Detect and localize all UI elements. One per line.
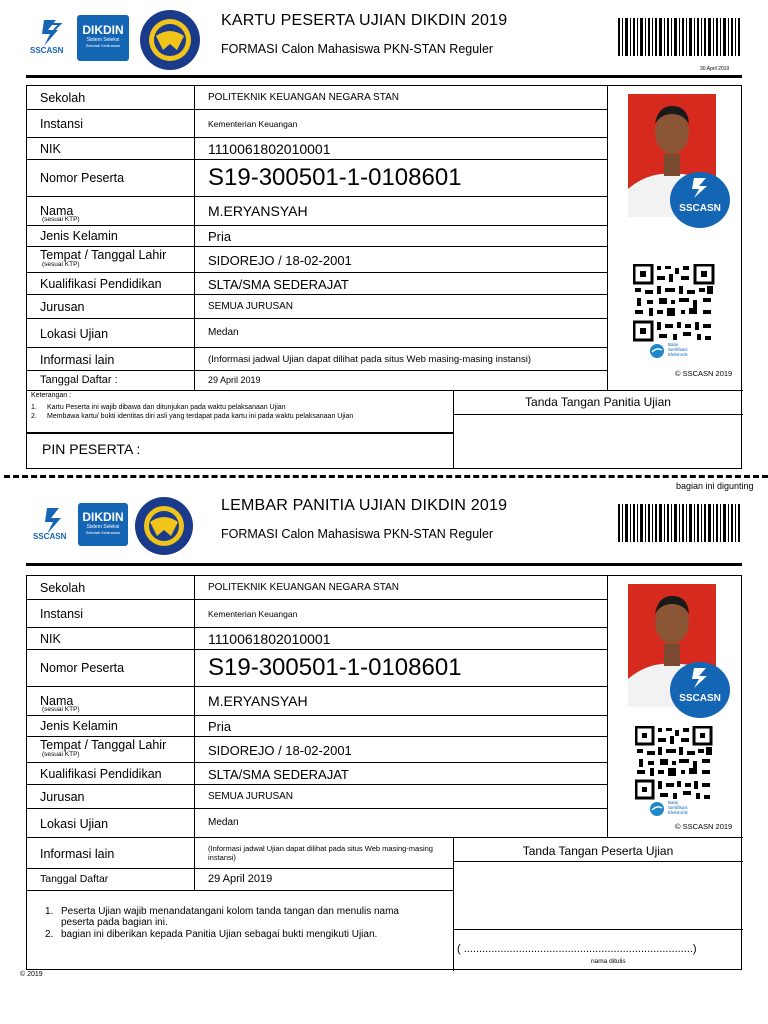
cut-note: bagian ini digunting bbox=[676, 481, 754, 491]
card2-row-sekolah bbox=[27, 576, 608, 600]
keterangan-item-1: Kartu Peserta ini wajib dibawa dan ditunjukan pada waktu pelaksanaan Ujian bbox=[47, 404, 286, 411]
card2-bse-logo bbox=[649, 800, 709, 820]
card2-row-instansi bbox=[27, 600, 608, 628]
jk-label: Jenis Kelamin bbox=[40, 719, 118, 733]
info-value: (Informasi jadwal Ujian dapat dilihat pada situs Web masing-masing instansi) bbox=[208, 354, 531, 365]
card2-sign-line bbox=[453, 929, 743, 930]
nomor-value: S19-300501-1-0108601 bbox=[208, 654, 462, 681]
bse-icon bbox=[649, 343, 665, 359]
kemenkeu-emblem-icon bbox=[137, 8, 203, 72]
tgl-value: 29 April 2019 bbox=[208, 375, 261, 385]
card2-copyright: © SSCASN 2019 bbox=[675, 822, 733, 831]
card2-name-caption: nama ditulis bbox=[591, 958, 626, 965]
card1-row-pendidikan bbox=[27, 273, 608, 295]
card2-name-line: ( ...........................................................................) bbox=[457, 943, 697, 955]
sscasn-badge-icon bbox=[670, 172, 730, 202]
sscasn-badge-text: SSCASN bbox=[679, 203, 721, 214]
keterangan-title: Keterangan : bbox=[31, 392, 72, 399]
card2-footer: © 2019 bbox=[20, 971, 43, 978]
card2-row-ttl bbox=[27, 737, 608, 763]
keterangan-num-1: 1. bbox=[31, 404, 37, 411]
dikdin-logo-text: DIKDIN bbox=[82, 510, 124, 524]
barcode-icon bbox=[618, 504, 740, 542]
card1-row-lokasi bbox=[27, 319, 608, 348]
card2-row-lokasi bbox=[27, 809, 743, 838]
sekolah-label: Sekolah bbox=[40, 91, 86, 105]
instansi-label: Instansi bbox=[40, 117, 84, 131]
card1-ttd-label: Tanda Tangan Panitia Ujian bbox=[525, 395, 671, 409]
kemenkeu-emblem-icon bbox=[132, 496, 196, 556]
card1-title: KARTU PESERTA UJIAN DIKDIN 2019 bbox=[221, 12, 508, 29]
card1-qr-code bbox=[633, 264, 715, 342]
sscasn-badge-text: SSCASN bbox=[679, 693, 721, 704]
card2-ttd-label: Tanda Tangan Peserta Ujian bbox=[522, 844, 674, 858]
jk-value: Pria bbox=[208, 719, 232, 734]
jk-label: Jenis Kelamin bbox=[40, 229, 118, 243]
qr-code-icon bbox=[635, 726, 713, 800]
lokasi-label: Lokasi Ujian bbox=[40, 817, 109, 831]
nik-value: 1110061802010001 bbox=[208, 631, 331, 647]
card1-row-jurusan bbox=[27, 295, 608, 319]
card1-row-tgl bbox=[27, 371, 743, 391]
card1-row-jk bbox=[27, 226, 608, 247]
ttl-label: Tempat / Tanggal Lahir bbox=[40, 248, 167, 262]
dikdin-logo-sub: Sistem Seleksi bbox=[86, 524, 120, 530]
card2-row-pendidikan bbox=[27, 763, 608, 785]
card2-note-1: Peserta Ujian wajib menandatangani kolom tanda tangan dan menulis nama peserta pada bagian ini. bbox=[61, 906, 399, 928]
card1-print-date: 30 April 2019 bbox=[700, 66, 730, 72]
barcode-icon bbox=[618, 18, 740, 56]
card1-row-nama bbox=[27, 197, 608, 226]
card2-ttd-rule bbox=[453, 861, 743, 862]
card1-sscasn-badge bbox=[670, 172, 730, 228]
card1-row-info bbox=[27, 348, 608, 371]
dikdin-logo-sub2: Sekolah Kedinasan bbox=[85, 43, 121, 48]
card2-sscasn-badge bbox=[670, 662, 730, 718]
instansi-value: Kementerian Keuangan bbox=[208, 119, 298, 129]
info-value: (Informasi jadwal Ujian dapat dilihat pada situs Web masing-masing instansi) bbox=[208, 844, 433, 862]
ttl-value: SIDOREJO / 18-02-2001 bbox=[208, 253, 352, 268]
dikdin-logo-text: DIKDIN bbox=[82, 23, 124, 37]
qr-code-icon bbox=[633, 264, 715, 342]
card2-note-num-2: 2. bbox=[45, 929, 54, 940]
ttl-sub: (sesuai KTP) bbox=[42, 751, 80, 758]
info-label: Informasi lain bbox=[40, 353, 115, 367]
nama-value: M.ERYANSYAH bbox=[208, 693, 308, 709]
lokasi-value: Medan bbox=[208, 817, 239, 828]
card2-note-2: bagian ini diberikan kepada Panitia Ujian sebagai bukti mengikuti Ujian. bbox=[61, 929, 378, 940]
lokasi-value: Medan bbox=[208, 327, 239, 338]
card2-table bbox=[26, 575, 742, 970]
card2-row-nik bbox=[27, 628, 608, 650]
card1-table bbox=[26, 85, 742, 469]
jurusan-value: SEMUA JURUSAN bbox=[208, 301, 294, 312]
card2-subtitle: FORMASI Calon Mahasiswa PKN-STAN Reguler bbox=[221, 527, 494, 541]
card1-subtitle: FORMASI Calon Mahasiswa PKN-STAN Reguler bbox=[221, 42, 494, 56]
tgl-label: Tanggal Daftar bbox=[40, 873, 109, 885]
jk-value: Pria bbox=[208, 229, 232, 244]
card1-copyright: © SSCASN 2019 bbox=[675, 369, 733, 378]
card2-qr-code bbox=[635, 726, 713, 800]
ttl-sub: (sesuai KTP) bbox=[42, 261, 80, 268]
card2-row-info bbox=[27, 838, 454, 869]
card1-bse-logo bbox=[649, 342, 709, 362]
card1-ttd-rule bbox=[453, 414, 743, 415]
tgl-value: 29 April 2019 bbox=[208, 873, 273, 885]
cut-line bbox=[4, 475, 768, 478]
card2-barcode bbox=[618, 504, 740, 542]
jurusan-label: Jurusan bbox=[40, 790, 85, 804]
nik-value: 1110061802010001 bbox=[208, 141, 331, 157]
sscasn-logo-text: SSCASN bbox=[30, 46, 64, 55]
lokasi-label: Lokasi Ujian bbox=[40, 327, 109, 341]
nik-label: NIK bbox=[40, 632, 61, 646]
card1-row-instansi bbox=[27, 110, 608, 138]
bse-text-3: Elektronik bbox=[668, 352, 688, 357]
card1-row-ttl bbox=[27, 247, 608, 273]
card1-row-sekolah bbox=[27, 86, 608, 110]
instansi-label: Instansi bbox=[40, 607, 84, 621]
bse-text-3: Elektronik bbox=[668, 810, 688, 815]
dikdin-logo-sub2: Sekolah Kedinasan bbox=[85, 530, 121, 535]
sscasn-badge-icon bbox=[670, 662, 730, 692]
card2-row-jk bbox=[27, 716, 608, 737]
card2-row-nama bbox=[27, 687, 608, 716]
card2-title: LEMBAR PANITIA UJIAN DIKDIN 2019 bbox=[221, 497, 508, 514]
sekolah-label: Sekolah bbox=[40, 581, 86, 595]
card1-barcode bbox=[618, 18, 740, 56]
bse-text-1: Balai bbox=[668, 800, 679, 805]
pendidikan-label: Kualifikasi Pendidikan bbox=[40, 767, 162, 781]
card2-row-nomor bbox=[27, 650, 608, 687]
nomor-label: Nomor Peserta bbox=[40, 171, 125, 185]
sscasn-logo bbox=[30, 18, 72, 58]
tgl-label: Tanggal Daftar : bbox=[40, 374, 118, 386]
sscasn-logo-2 bbox=[33, 506, 75, 546]
card1-pin-label: PIN PESERTA : bbox=[42, 441, 141, 457]
kemenkeu-emblem bbox=[137, 8, 203, 72]
pendidikan-value: SLTA/SMA SEDERAJAT bbox=[208, 277, 349, 292]
card2-header-rule bbox=[26, 563, 742, 566]
jurusan-value: SEMUA JURUSAN bbox=[208, 791, 294, 802]
nama-label: Nama bbox=[40, 204, 74, 218]
bse-text-2: Sertifikasi bbox=[668, 347, 688, 352]
bse-text-2: Sertifikasi bbox=[668, 805, 688, 810]
bse-text-1: Balai bbox=[668, 342, 679, 347]
keterangan-num-2: 2. bbox=[31, 413, 37, 420]
bse-icon bbox=[649, 801, 665, 817]
jurusan-label: Jurusan bbox=[40, 300, 85, 314]
ttl-label: Tempat / Tanggal Lahir bbox=[40, 738, 167, 752]
nik-label: NIK bbox=[40, 142, 61, 156]
kemenkeu-emblem-2 bbox=[132, 496, 196, 556]
dikdin-logo-sub: Sistem Seleksi bbox=[86, 37, 120, 43]
ttl-value: SIDOREJO / 18-02-2001 bbox=[208, 743, 352, 758]
card1-keterangan-box bbox=[27, 391, 453, 434]
info-label: Informasi lain bbox=[40, 847, 115, 861]
nama-value: M.ERYANSYAH bbox=[208, 203, 308, 219]
nomor-label: Nomor Peserta bbox=[40, 661, 125, 675]
instansi-value: Kementerian Keuangan bbox=[208, 609, 298, 619]
card1-row-nik bbox=[27, 138, 608, 160]
card2-row-tgl bbox=[27, 869, 454, 891]
sekolah-value: POLITEKNIK KEUANGAN NEGARA STAN bbox=[208, 92, 399, 103]
nomor-value: S19-300501-1-0108601 bbox=[208, 164, 462, 191]
card2-note-num-1: 1. bbox=[45, 906, 54, 917]
pendidikan-label: Kualifikasi Pendidikan bbox=[40, 277, 162, 291]
dikdin-logo-2 bbox=[78, 503, 128, 546]
sekolah-value: POLITEKNIK KEUANGAN NEGARA STAN bbox=[208, 582, 399, 593]
nama-sub: (sesuai KTP) bbox=[42, 706, 80, 713]
sscasn-logo-text: SSCASN bbox=[33, 532, 67, 541]
card1-header-rule bbox=[26, 75, 742, 78]
pendidikan-value: SLTA/SMA SEDERAJAT bbox=[208, 767, 349, 782]
nama-label: Nama bbox=[40, 694, 74, 708]
nama-sub: (sesuai KTP) bbox=[42, 216, 80, 223]
card2-row-jurusan bbox=[27, 785, 608, 809]
keterangan-item-2: Membawa kartu/ bukti identitas diri asli yang terdapat pada kartu ini pada waktu pelaksanaan Ujian bbox=[47, 413, 354, 420]
dikdin-logo bbox=[77, 15, 129, 61]
card1-row-nomor bbox=[27, 160, 608, 197]
